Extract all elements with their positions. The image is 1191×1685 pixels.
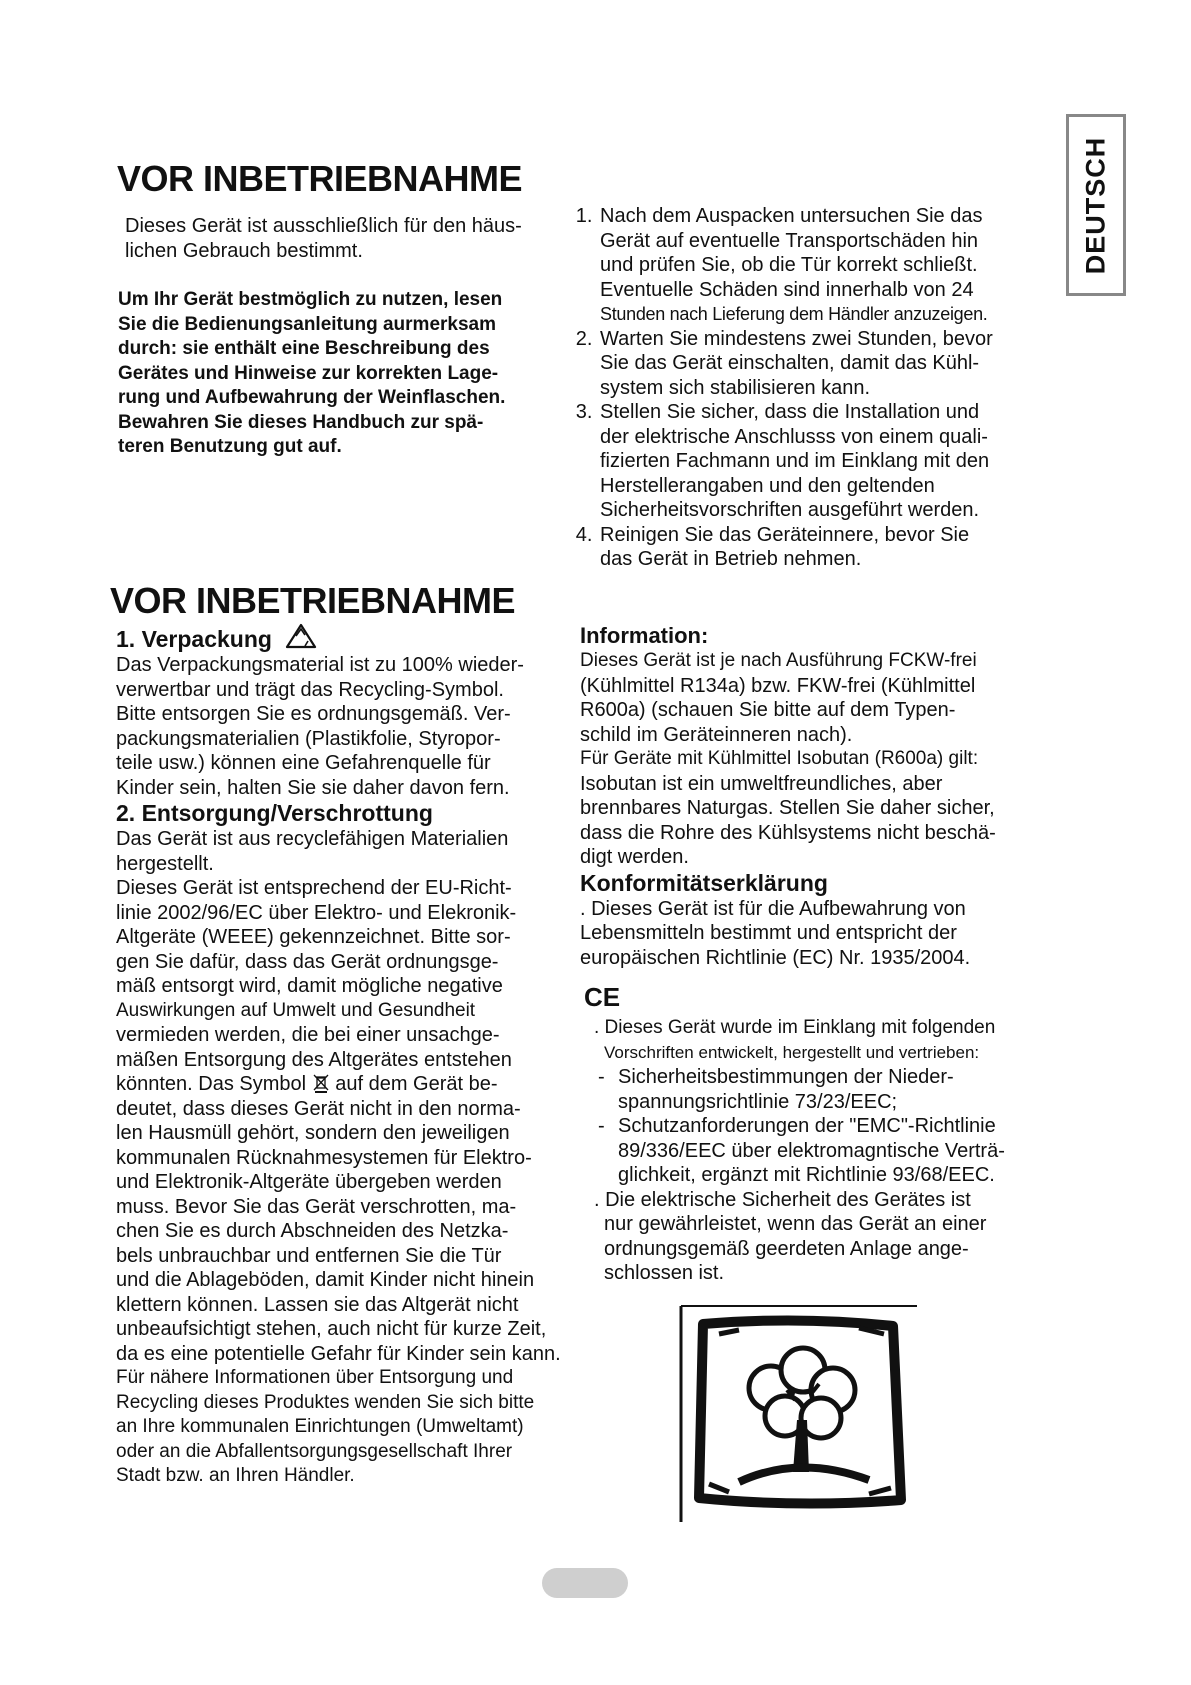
page-number-pill: [542, 1568, 628, 1598]
step-item: 1. Nach dem Auspacken untersuchen Sie das Gerät auf eventuelle Transportschäden hin und prüfen Sie, ob die Tür korrekt schließt. Eventuelle Schäden sind innerhalb von 24 Stunden nach Lieferung dem Händler anzuzeigen.: [598, 204, 1052, 327]
weee-symbol-line: könnten. Das Symbol auf dem Gerät be-: [116, 1073, 498, 1095]
conformity-details: . Dieses Gerät wurde im Einklang mit folgenden Vorschriften entwickelt, hergestellt und vertrieben: - Sicherheitsbestimmungen der Nieder- spannungsrichtlinie 73/23/EEC; - Schutzanforderungen der "EMC"-Richtlinie 89/336/EEC über elektromagntische Verträ- glichkeit, ergänzt mit Richtlinie 93/68/EEC. . Die elektrische Sicherheit des Gerätes ist nur gewährleistet, wenn das Gerät an einer ordnungsgemäß geerdeten Anlage ange- schlossen ist.: [580, 1016, 1050, 1286]
language-tab: [1066, 114, 1126, 296]
section2-left-column: 1. Verpackung Das Verpackungsmaterial ist zu 100% wieder- verwertbar und trägt das Recycling-Symbol. Bitte entsorgen Sie es ordnungsgemäß. Ver- packungsmaterialien (Plastikfolie, Styropor- teile usw.) können eine Gefahrenquelle für Kinder sein, halten Sie sie daher davon fern. 2. Entsorgung/Verschrottung Das Gerät ist aus recyclefähigen Materialien hergestellt. Dieses Gerät ist entsprechend der EU-Richt- linie 2002/96/EC über Elektro- und Elekronik- Altgeräte (WEEE) gekennzeichnet. Bitte sor- gen Sie dafür, dass das Gerät ordnungsge- mäß entsorgt wird, damit mögliche negative Auswirkungen auf Umwelt und Gesundheit vermieden werden, die bei einer unsachge- mäßen Entsorgung des Altgerätes entstehen könnten. Das Symbol auf dem Gerät be- deutet, dass dieses Gerät nicht in den norma- len Hausmüll gehört, sondern den jeweiligen kommunalen Rücknahmesystemen für Elektro- und Elektronik-Altgeräte übergeben werden muss. Bevor Sie das Gerät verschrotten, ma- chen Sie es durch Abschneiden des Netzka- bels unbrauchbar und entfernen Sie die Tür und die Ablageböden, damit Kinder nicht hinein klettern können. Lassen sie das Altgerät nicht unbeaufsichtigt stehen, auch nicht für kurze Zeit, da es eine potentielle Gefahr für Kinder sein kann. Für nähere Informationen über Entsorgung und Recycling dieses Produktes wenden Sie sich bitte an Ihre kommunalen Einrichtungen (Umweltamt) oder an die Abfallentsorgungsgesellschaft Ihrer Stadt bzw. an Ihren Händler.: [116, 622, 596, 1489]
directive-item: - Sicherheitsbestimmungen der Nieder- spannungsrichtlinie 73/23/EEC;: [594, 1065, 1050, 1114]
tree-eco-label-icon: [679, 1304, 919, 1524]
section2-right-column: Information: Dieses Gerät ist je nach Ausführung FCKW-frei (Kühlmittel R134a) bzw. FKW-frei (Kühlmittel R600a) (schauen Sie bitte auf dem Typen- schild im Geräteinneren nach). Für Geräte mit Kühlmittel Isobutan (R600a) gilt: Isobutan ist ein umweltfreundliches, aber brennbares Naturgas. Stellen Sie daher sicher, dass die Rohre des Kühlsystems nicht beschä- digt werden. Konformitätserklärung . Dieses Gerät ist für die Aufbewahrung von Lebensmitteln bestimmt und entspricht der europäischen Richtlinie (EC) Nr. 1935/2004. CE . Dieses Gerät wurde im Einklang mit folgenden Vorschriften entwickelt, hergestellt und vertrieben: - Sicherheitsbestimmungen der Nieder- spannungsrichtlinie 73/23/EEC; - Schutzanforderungen der "EMC"-Richtlinie 89/336/EEC über elektromagntische Verträ- glichkeit, ergänzt mit Richtlinie 93/68/EEC. . Die elektrische Sicherheit des Gerätes ist nur gewährleistet, wenn das Gerät an einer ordnungsgemäß geerdeten Anlage ange- schlossen ist.: [580, 622, 1050, 1286]
section1-read-manual-note: Um Ihr Gerät bestmöglich zu nutzen, lesen Sie die Bedienungsanleitung aurmerksam durch: sie enthält eine Beschreibung des Gerätes und Hinweise zur korrekten Lage- rung und Aufbewahrung der Weinflaschen. Bewahren Sie dieses Handbuch zur spä- teren Benutzung gut auf.: [118, 289, 506, 457]
svg-text:CE: CE: [584, 984, 621, 1010]
packaging-heading: 1. Verpackung: [116, 622, 596, 653]
disposal-heading: 2. Entsorgung/Verschrottung: [116, 800, 433, 826]
step-item: 4. Reinigen Sie das Geräteinnere, bevor Sie das Gerät in Betrieb nehmen.: [598, 523, 1052, 572]
section1-title: VOR INBETRIEBNAHME: [117, 158, 523, 199]
section2-title: VOR INBETRIEBNAHME: [110, 580, 516, 621]
section1-intro: Dieses Gerät ist ausschließlich für den häus- lichen Gebrauch bestimmt.: [125, 215, 522, 262]
section1-steps: [572, 204, 1052, 572]
ce-mark-icon: [584, 984, 624, 1010]
step-item: 3. Stellen Sie sicher, dass die Installation und der elektrische Anschlusss von einem quali- fizierten Fachmann und im Einklang mit den Herstellerangaben und den geltenden Sicherheitsvorschriften ausgeführt werden.: [598, 400, 1052, 523]
conformity-heading: Konformitätserklärung: [580, 869, 828, 896]
information-heading: Information:: [580, 623, 709, 648]
recycling-triangle-icon: [284, 622, 318, 650]
crossed-bin-icon: [312, 1073, 330, 1093]
directive-item: - Schutzanforderungen der "EMC"-Richtlinie 89/336/EEC über elektromagntische Verträ- glichkeit, ergänzt mit Richtlinie 93/68/EEC.: [594, 1114, 1050, 1188]
step-item: 2. Warten Sie mindestens zwei Stunden, bevor Sie das Gerät einschalten, damit das Kühl- system sich stabilisieren kann.: [598, 327, 1052, 401]
language-tab-label: DEUTSCH: [1080, 136, 1111, 274]
